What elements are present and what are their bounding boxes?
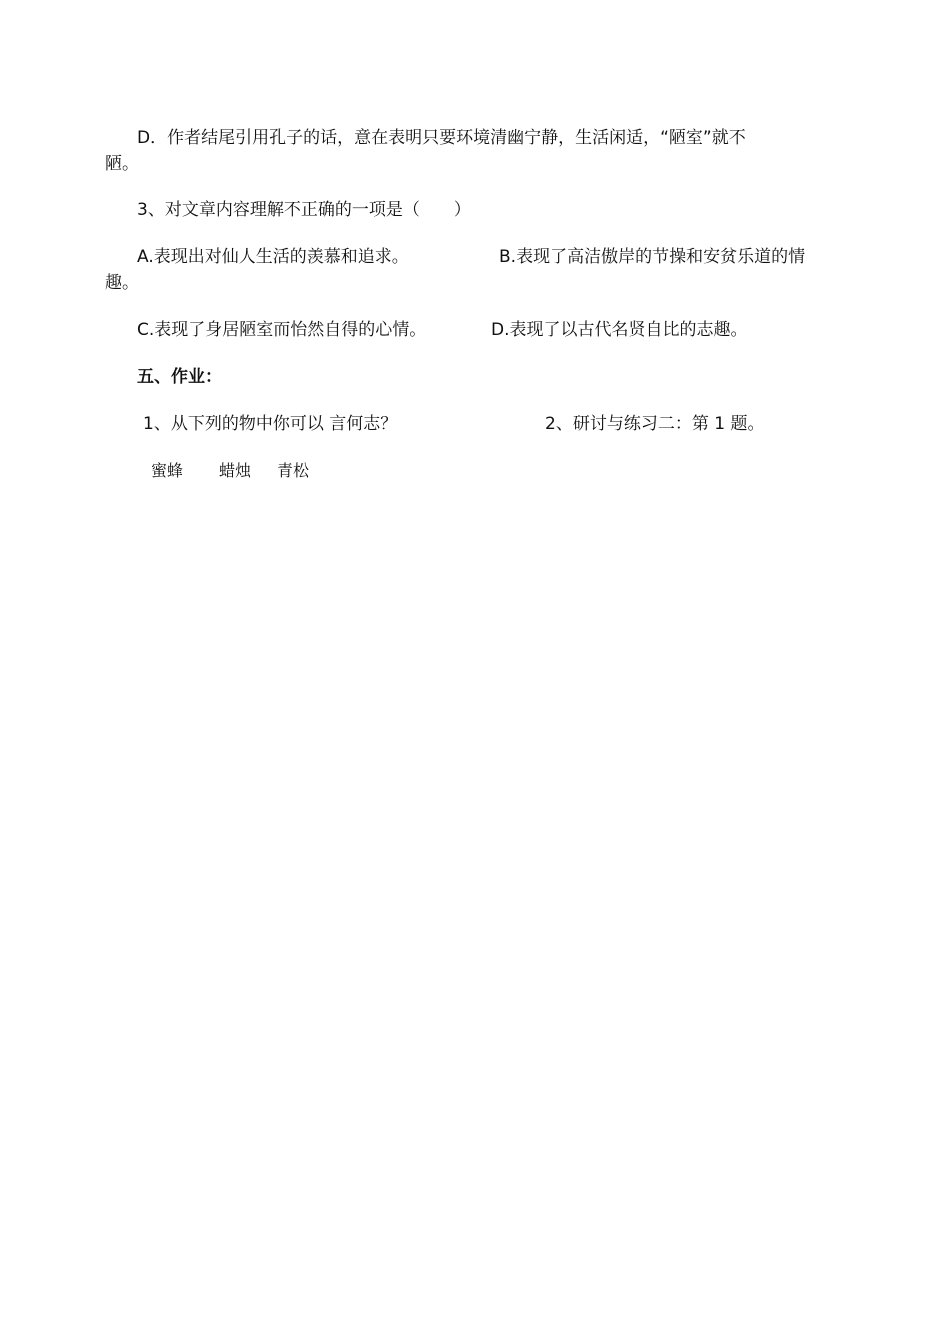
question3-option-d: D.表现了以古代名贤自比的志趣。 (491, 320, 748, 340)
question3-option-b-line1: B.表现了高洁傲岸的节操和安贫乐道的情 (499, 247, 806, 267)
homework-item-2: 2、研讨与练习二：第 1 题。 (545, 414, 765, 434)
homework-word-candle: 蜡烛 (219, 461, 252, 480)
question3-option-c: C.表现了身居陋室而怡然自得的心情。 (137, 320, 427, 340)
question3-stem: 3、对文章内容理解不正确的一项是（ ） (137, 200, 471, 220)
question3-option-a: A.表现出对仙人生活的羡慕和追求。 (137, 247, 409, 267)
homework-heading: 五、作业： (137, 367, 222, 387)
homework-word-pine: 青松 (277, 461, 310, 480)
homework-item-1: 1、从下列的物中你可以 言何志？ (143, 414, 398, 434)
homework-word-bee: 蜜蜂 (151, 461, 184, 480)
question3-option-b-line2: 趣。 (105, 273, 139, 293)
option-d-line2: 陋。 (105, 154, 139, 174)
option-d-line1: D．作者结尾引用孔子的话，意在表明只要环境清幽宁静，生活闲适，“陋室”就不 (137, 128, 746, 148)
